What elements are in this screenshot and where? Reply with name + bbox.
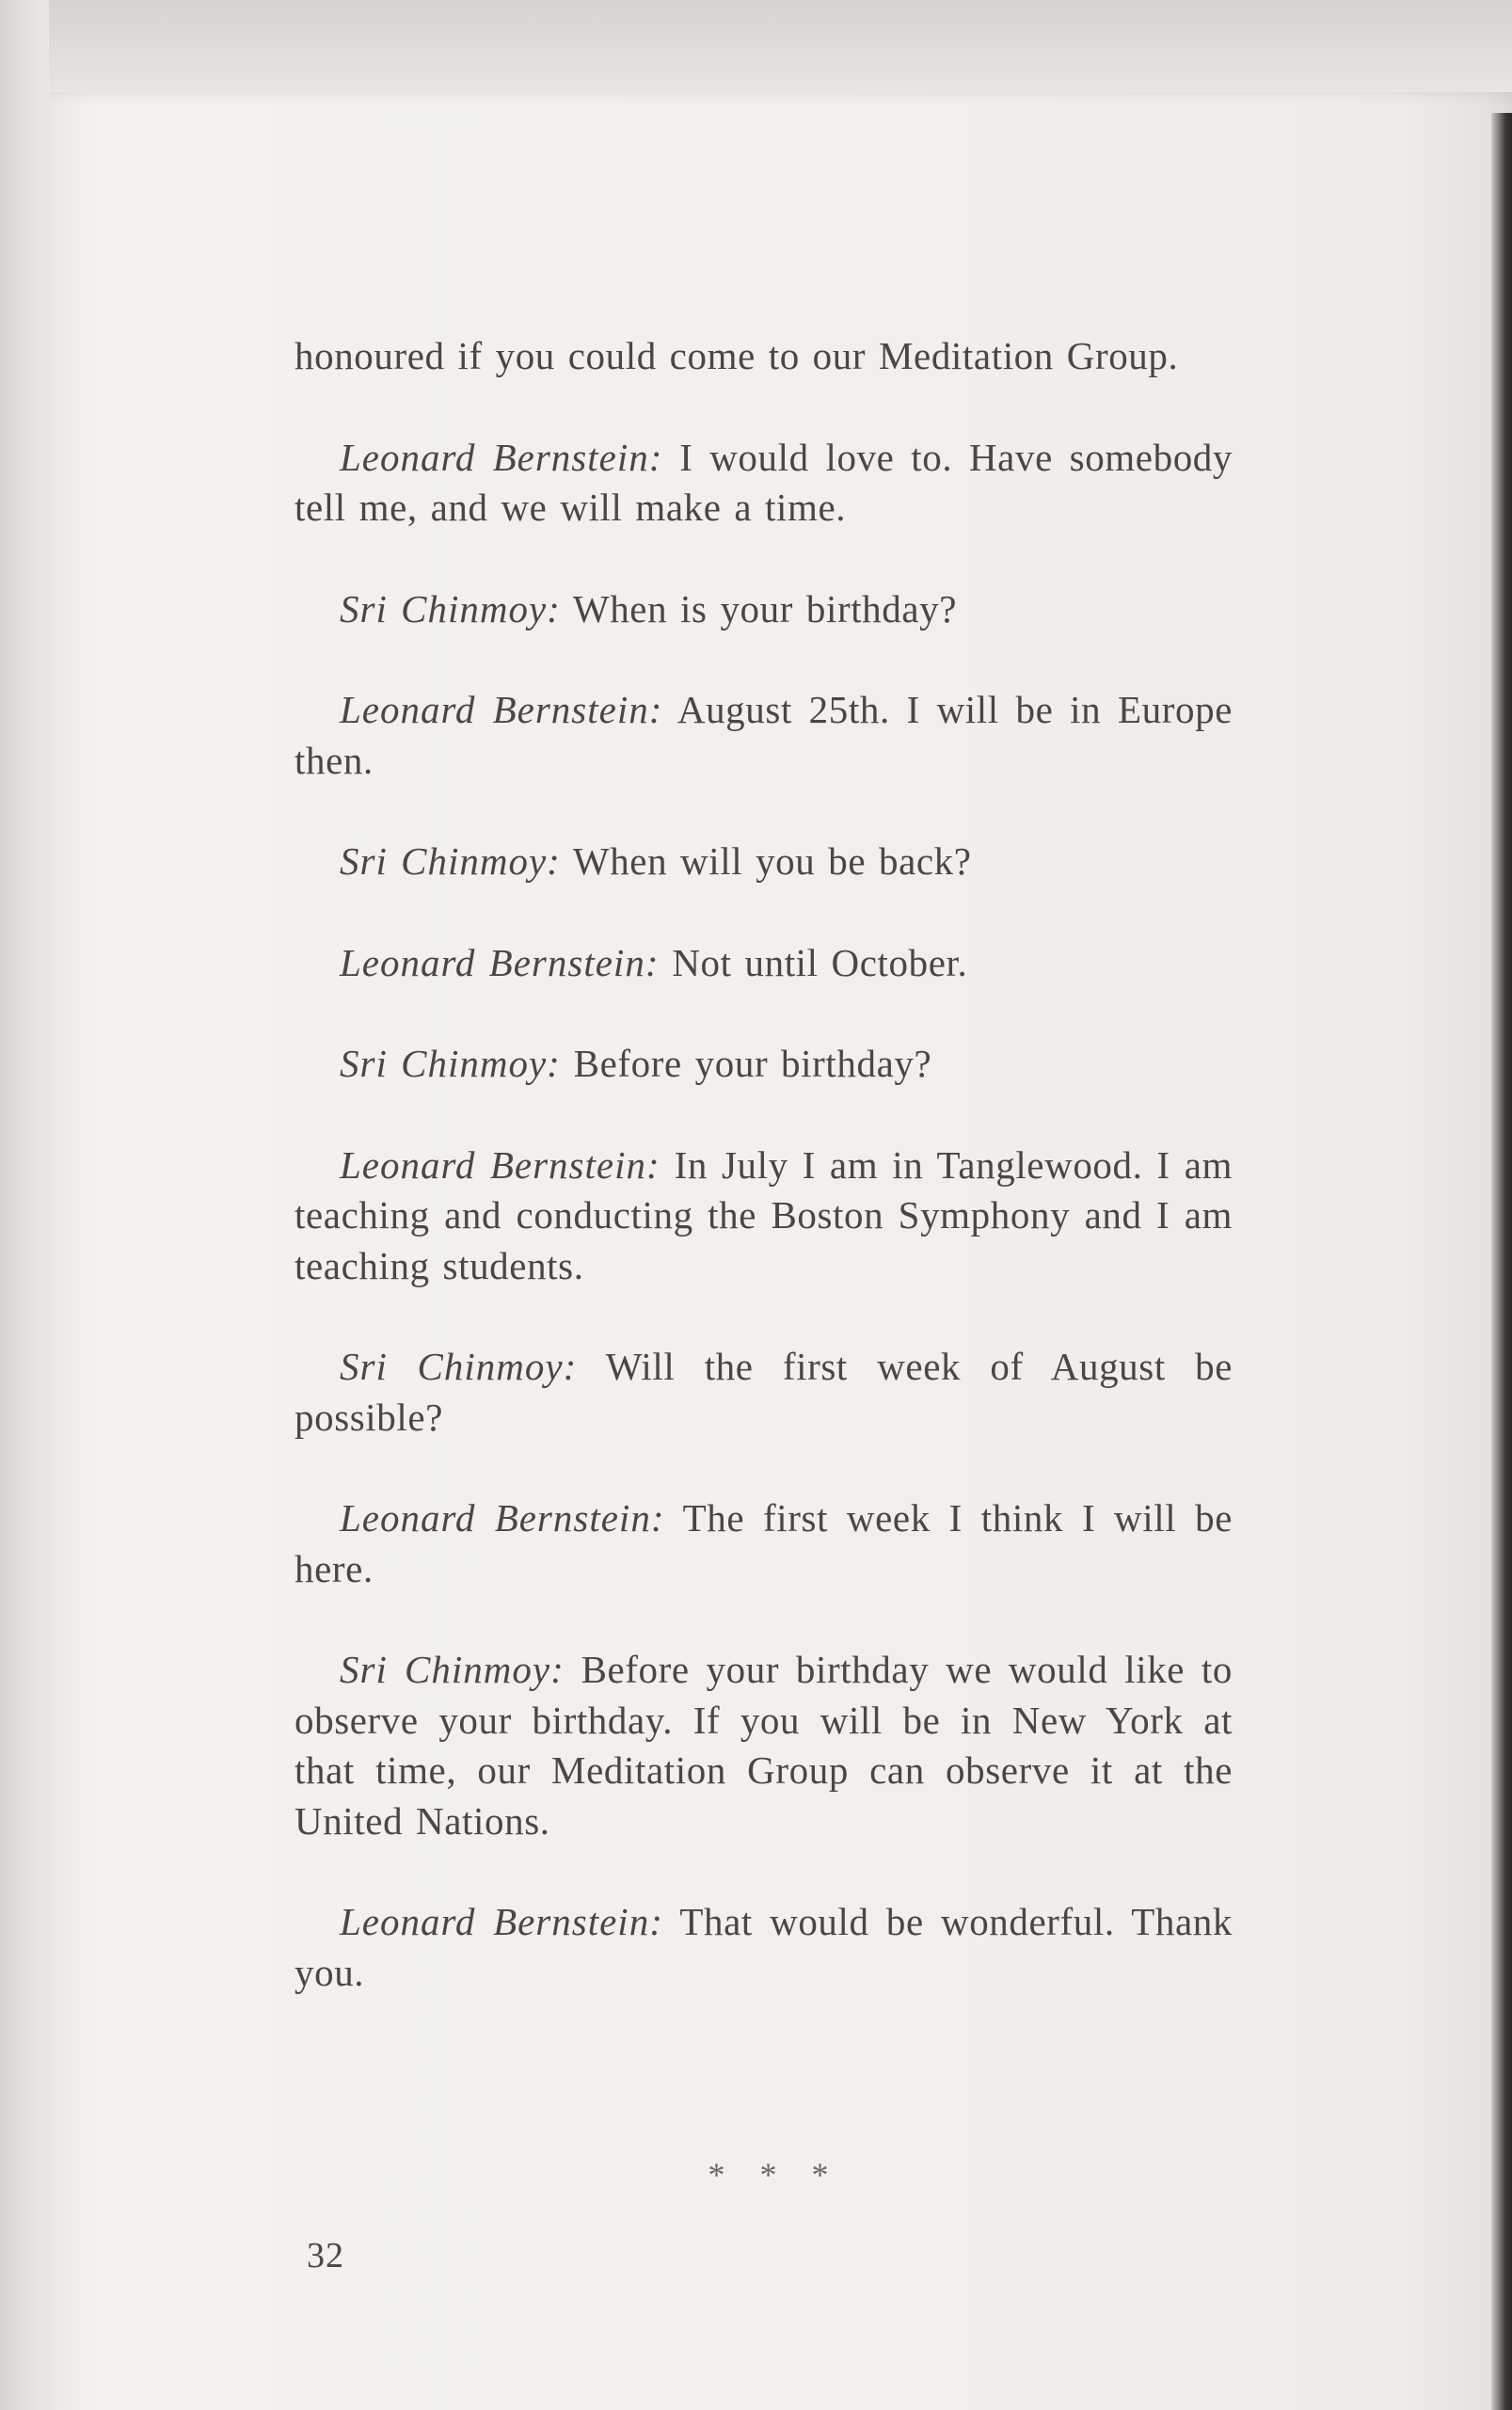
- dialogue-paragraph: [294, 1493, 1233, 1594]
- paragraph-text: That would be wonderful. Thank you.: [294, 1900, 1233, 1994]
- paragraph-text: Not until October.: [672, 940, 968, 984]
- speaker-name: Sri Chinmoy:: [340, 586, 561, 630]
- paragraph-text: The first week I think I will be here.: [294, 1496, 1233, 1590]
- dialogue-paragraph: [294, 331, 1233, 382]
- paragraph-text: In July I am in Tanglewood. I am teaching and conducting the Boston Symphony and I am teaching students.: [294, 1142, 1233, 1287]
- paragraph-text: Will the first week of August be possible?: [294, 1345, 1233, 1439]
- paragraph-text: August 25th. I will be in Europe then.: [294, 688, 1233, 782]
- speaker-name: Leonard Bernstein:: [340, 1496, 665, 1540]
- dialogue-paragraph: [294, 1342, 1233, 1443]
- dialogue-paragraph: [294, 1039, 1233, 1090]
- dialogue-paragraph: [294, 1645, 1233, 1846]
- speaker-name: Sri Chinmoy:: [340, 839, 561, 883]
- scan-left-edge: [0, 0, 49, 2410]
- paragraph-text: Before your birthday we would like to observe your birthday. If you will be in New York at that time, our Meditation Group can observe it at the United Nations.: [294, 1648, 1233, 1843]
- speaker-name: Leonard Bernstein:: [340, 435, 663, 479]
- speaker-name: Leonard Bernstein:: [340, 1900, 663, 1943]
- dialogue-paragraph: [294, 1897, 1233, 1998]
- speaker-name: Leonard Bernstein:: [340, 940, 660, 984]
- speaker-name: Leonard Bernstein:: [340, 688, 663, 731]
- paragraph-text: When is your birthday?: [572, 586, 958, 630]
- speaker-name: Sri Chinmoy:: [340, 1345, 578, 1388]
- speaker-name: Leonard Bernstein:: [340, 1142, 661, 1187]
- paragraph-text: Before your birthday?: [573, 1042, 932, 1085]
- dialogue-paragraph: [294, 685, 1233, 786]
- dialogue-paragraph: [294, 837, 1233, 887]
- speaker-name: Sri Chinmoy:: [340, 1648, 565, 1691]
- page-number: 32: [307, 2236, 344, 2275]
- paragraph-text: I would love to. Have somebody tell me, and we will make a time.: [294, 435, 1233, 529]
- scan-top-edge: [0, 0, 1512, 92]
- paragraph-text: When will you be back?: [572, 839, 972, 883]
- section-separator: * * *: [708, 2156, 842, 2194]
- dialogue-paragraph: [294, 584, 1233, 635]
- dialogue-paragraph: [294, 433, 1233, 534]
- paragraph-text: honoured if you could come to our Meditation Group.: [294, 334, 1179, 377]
- speaker-name: Sri Chinmoy:: [340, 1042, 561, 1085]
- page-body-text: [294, 331, 1233, 2049]
- book-spine-shadow: [1491, 113, 1512, 2410]
- dialogue-paragraph: [294, 938, 1233, 989]
- dialogue-paragraph: [294, 1141, 1233, 1292]
